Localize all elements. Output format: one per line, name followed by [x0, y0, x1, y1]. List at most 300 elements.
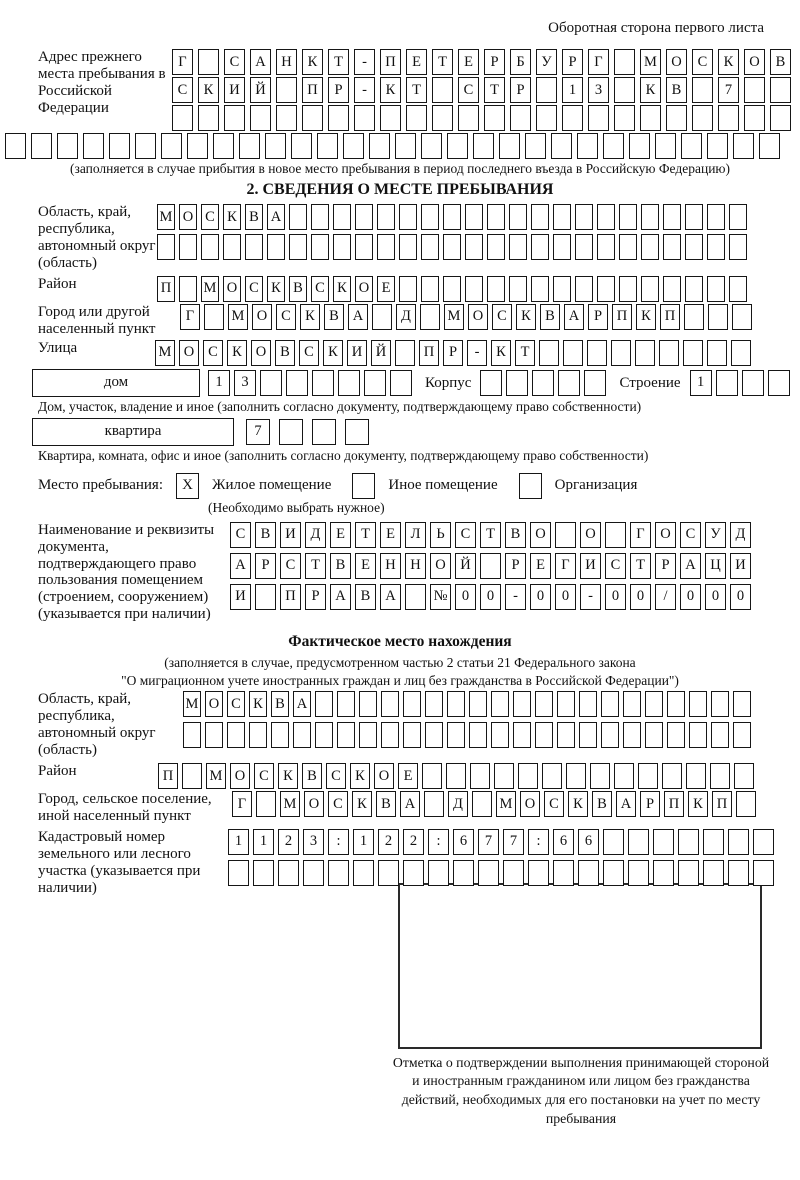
char-cell[interactable]: А: [330, 584, 351, 610]
char-cell[interactable]: М: [496, 791, 516, 817]
char-cell[interactable]: [355, 204, 373, 230]
char-cell[interactable]: К: [223, 204, 241, 230]
char-cell[interactable]: [253, 860, 274, 886]
char-cell[interactable]: [422, 763, 442, 789]
char-cell[interactable]: В: [770, 49, 791, 75]
char-cell[interactable]: К: [267, 276, 285, 302]
char-cell[interactable]: [718, 105, 739, 131]
char-cell[interactable]: №: [430, 584, 451, 610]
char-cell[interactable]: Р: [255, 553, 276, 579]
char-cell[interactable]: [421, 234, 439, 260]
char-cell[interactable]: :: [428, 829, 449, 855]
char-cell[interactable]: Й: [371, 340, 391, 366]
char-cell[interactable]: [542, 763, 562, 789]
char-cell[interactable]: С: [276, 304, 296, 330]
house-box[interactable]: дом: [32, 369, 200, 397]
char-cell[interactable]: [249, 722, 267, 748]
char-cell[interactable]: [172, 105, 193, 131]
char-cell[interactable]: [597, 276, 615, 302]
char-cell[interactable]: [590, 763, 610, 789]
char-cell[interactable]: Р: [588, 304, 608, 330]
char-cell[interactable]: [768, 370, 790, 396]
char-cell[interactable]: [491, 722, 509, 748]
char-cell[interactable]: [628, 829, 649, 855]
char-cell[interactable]: П: [612, 304, 632, 330]
char-cell[interactable]: Е: [458, 49, 479, 75]
char-cell[interactable]: [663, 276, 681, 302]
char-cell[interactable]: 6: [453, 829, 474, 855]
char-cell[interactable]: [465, 234, 483, 260]
char-cell[interactable]: С: [544, 791, 564, 817]
char-cell[interactable]: [509, 276, 527, 302]
char-cell[interactable]: [443, 204, 461, 230]
char-cell[interactable]: К: [640, 77, 661, 103]
char-cell[interactable]: М: [157, 204, 175, 230]
char-cell[interactable]: Е: [406, 49, 427, 75]
char-cell[interactable]: П: [419, 340, 439, 366]
char-cell[interactable]: [509, 204, 527, 230]
char-cell[interactable]: [390, 370, 412, 396]
char-cell[interactable]: С: [201, 204, 219, 230]
char-cell[interactable]: [733, 133, 754, 159]
apartment-box[interactable]: квартира: [32, 418, 234, 446]
char-cell[interactable]: С: [230, 522, 251, 548]
char-cell[interactable]: Г: [172, 49, 193, 75]
char-cell[interactable]: [729, 276, 747, 302]
char-cell[interactable]: [716, 370, 738, 396]
char-cell[interactable]: П: [712, 791, 732, 817]
char-cell[interactable]: [641, 204, 659, 230]
char-cell[interactable]: В: [275, 340, 295, 366]
char-cell[interactable]: [689, 691, 707, 717]
char-cell[interactable]: А: [250, 49, 271, 75]
char-cell[interactable]: Г: [630, 522, 651, 548]
char-cell[interactable]: [403, 860, 424, 886]
char-cell[interactable]: [447, 691, 465, 717]
char-cell[interactable]: [653, 829, 674, 855]
char-cell[interactable]: [640, 105, 661, 131]
char-cell[interactable]: [381, 691, 399, 717]
char-cell[interactable]: [453, 860, 474, 886]
char-cell[interactable]: О: [252, 304, 272, 330]
char-cell[interactable]: [553, 234, 571, 260]
char-cell[interactable]: [224, 105, 245, 131]
char-cell[interactable]: [333, 204, 351, 230]
char-cell[interactable]: В: [355, 584, 376, 610]
char-cell[interactable]: Р: [505, 553, 526, 579]
char-cell[interactable]: [204, 304, 224, 330]
char-cell[interactable]: П: [380, 49, 401, 75]
char-cell[interactable]: Д: [396, 304, 416, 330]
char-cell[interactable]: Д: [448, 791, 468, 817]
stay-type-checkbox-residential[interactable]: X: [176, 473, 199, 499]
char-cell[interactable]: 0: [705, 584, 726, 610]
char-cell[interactable]: [198, 49, 219, 75]
char-cell[interactable]: [421, 204, 439, 230]
char-cell[interactable]: [399, 204, 417, 230]
char-cell[interactable]: [337, 691, 355, 717]
char-cell[interactable]: К: [278, 763, 298, 789]
char-cell[interactable]: [684, 304, 704, 330]
char-cell[interactable]: В: [592, 791, 612, 817]
char-cell[interactable]: 3: [303, 829, 324, 855]
char-cell[interactable]: С: [254, 763, 274, 789]
char-cell[interactable]: [535, 722, 553, 748]
char-cell[interactable]: У: [536, 49, 557, 75]
char-cell[interactable]: [484, 105, 505, 131]
char-cell[interactable]: [359, 722, 377, 748]
char-cell[interactable]: К: [491, 340, 511, 366]
char-cell[interactable]: [744, 105, 765, 131]
char-cell[interactable]: [443, 276, 461, 302]
char-cell[interactable]: И: [280, 522, 301, 548]
char-cell[interactable]: [553, 860, 574, 886]
char-cell[interactable]: [286, 370, 308, 396]
char-cell[interactable]: [345, 419, 369, 445]
char-cell[interactable]: [603, 860, 624, 886]
char-cell[interactable]: 1: [253, 829, 274, 855]
char-cell[interactable]: К: [352, 791, 372, 817]
char-cell[interactable]: О: [179, 340, 199, 366]
char-cell[interactable]: Н: [276, 49, 297, 75]
char-cell[interactable]: [399, 234, 417, 260]
char-cell[interactable]: Р: [640, 791, 660, 817]
char-cell[interactable]: [278, 860, 299, 886]
char-cell[interactable]: [421, 276, 439, 302]
char-cell[interactable]: [711, 722, 729, 748]
char-cell[interactable]: А: [230, 553, 251, 579]
char-cell[interactable]: М: [228, 304, 248, 330]
char-cell[interactable]: О: [304, 791, 324, 817]
char-cell[interactable]: [605, 522, 626, 548]
char-cell[interactable]: Е: [330, 522, 351, 548]
char-cell[interactable]: [377, 234, 395, 260]
char-cell[interactable]: [663, 204, 681, 230]
char-cell[interactable]: [641, 234, 659, 260]
char-cell[interactable]: С: [680, 522, 701, 548]
char-cell[interactable]: [641, 276, 659, 302]
char-cell[interactable]: [353, 860, 374, 886]
char-cell[interactable]: [260, 370, 282, 396]
char-cell[interactable]: О: [251, 340, 271, 366]
char-cell[interactable]: 6: [578, 829, 599, 855]
char-cell[interactable]: [623, 722, 641, 748]
char-cell[interactable]: [588, 105, 609, 131]
char-cell[interactable]: [250, 105, 271, 131]
char-cell[interactable]: [536, 77, 557, 103]
char-cell[interactable]: О: [205, 691, 223, 717]
char-cell[interactable]: О: [655, 522, 676, 548]
char-cell[interactable]: [470, 763, 490, 789]
char-cell[interactable]: [405, 584, 426, 610]
char-cell[interactable]: О: [468, 304, 488, 330]
stay-type-checkbox-other[interactable]: [352, 473, 375, 499]
char-cell[interactable]: [473, 133, 494, 159]
char-cell[interactable]: К: [249, 691, 267, 717]
char-cell[interactable]: 1: [562, 77, 583, 103]
char-cell[interactable]: 2: [403, 829, 424, 855]
char-cell[interactable]: [509, 234, 527, 260]
char-cell[interactable]: В: [540, 304, 560, 330]
char-cell[interactable]: [597, 204, 615, 230]
char-cell[interactable]: М: [280, 791, 300, 817]
char-cell[interactable]: [359, 691, 377, 717]
char-cell[interactable]: [619, 204, 637, 230]
char-cell[interactable]: [577, 133, 598, 159]
char-cell[interactable]: 3: [234, 370, 256, 396]
char-cell[interactable]: [311, 234, 329, 260]
char-cell[interactable]: К: [300, 304, 320, 330]
char-cell[interactable]: [532, 370, 554, 396]
char-cell[interactable]: [369, 133, 390, 159]
char-cell[interactable]: [635, 340, 655, 366]
char-cell[interactable]: Е: [355, 553, 376, 579]
char-cell[interactable]: [578, 860, 599, 886]
char-cell[interactable]: К: [302, 49, 323, 75]
char-cell[interactable]: О: [223, 276, 241, 302]
char-cell[interactable]: [161, 133, 182, 159]
char-cell[interactable]: Р: [305, 584, 326, 610]
char-cell[interactable]: [443, 234, 461, 260]
char-cell[interactable]: Т: [305, 553, 326, 579]
stay-type-checkbox-organization[interactable]: [519, 473, 542, 499]
char-cell[interactable]: С: [692, 49, 713, 75]
char-cell[interactable]: Г: [588, 49, 609, 75]
char-cell[interactable]: И: [580, 553, 601, 579]
char-cell[interactable]: [742, 370, 764, 396]
char-cell[interactable]: В: [505, 522, 526, 548]
char-cell[interactable]: [302, 105, 323, 131]
char-cell[interactable]: [494, 763, 514, 789]
char-cell[interactable]: [579, 722, 597, 748]
char-cell[interactable]: 7: [246, 419, 270, 445]
char-cell[interactable]: К: [516, 304, 536, 330]
char-cell[interactable]: [603, 133, 624, 159]
char-cell[interactable]: 7: [503, 829, 524, 855]
char-cell[interactable]: [603, 829, 624, 855]
char-cell[interactable]: [428, 860, 449, 886]
char-cell[interactable]: [692, 105, 713, 131]
char-cell[interactable]: Й: [250, 77, 271, 103]
char-cell[interactable]: [597, 234, 615, 260]
char-cell[interactable]: [338, 370, 360, 396]
char-cell[interactable]: Н: [380, 553, 401, 579]
char-cell[interactable]: [333, 234, 351, 260]
char-cell[interactable]: [681, 133, 702, 159]
char-cell[interactable]: К: [718, 49, 739, 75]
char-cell[interactable]: [205, 722, 223, 748]
char-cell[interactable]: [703, 860, 724, 886]
char-cell[interactable]: 3: [588, 77, 609, 103]
char-cell[interactable]: [503, 860, 524, 886]
char-cell[interactable]: [469, 722, 487, 748]
char-cell[interactable]: О: [230, 763, 250, 789]
char-cell[interactable]: [328, 860, 349, 886]
char-cell[interactable]: [753, 829, 774, 855]
char-cell[interactable]: [689, 722, 707, 748]
char-cell[interactable]: [157, 234, 175, 260]
char-cell[interactable]: [692, 77, 713, 103]
char-cell[interactable]: 1: [208, 370, 230, 396]
char-cell[interactable]: [734, 763, 754, 789]
char-cell[interactable]: [239, 133, 260, 159]
char-cell[interactable]: [135, 133, 156, 159]
char-cell[interactable]: 0: [680, 584, 701, 610]
char-cell[interactable]: О: [530, 522, 551, 548]
char-cell[interactable]: К: [227, 340, 247, 366]
char-cell[interactable]: К: [323, 340, 343, 366]
char-cell[interactable]: Е: [380, 522, 401, 548]
char-cell[interactable]: О: [744, 49, 765, 75]
char-cell[interactable]: [487, 234, 505, 260]
char-cell[interactable]: Г: [180, 304, 200, 330]
char-cell[interactable]: И: [224, 77, 245, 103]
char-cell[interactable]: [707, 204, 725, 230]
char-cell[interactable]: П: [280, 584, 301, 610]
char-cell[interactable]: [425, 722, 443, 748]
char-cell[interactable]: Е: [377, 276, 395, 302]
char-cell[interactable]: [465, 204, 483, 230]
char-cell[interactable]: В: [271, 691, 289, 717]
char-cell[interactable]: [557, 722, 575, 748]
char-cell[interactable]: [663, 234, 681, 260]
char-cell[interactable]: [575, 204, 593, 230]
char-cell[interactable]: [707, 133, 728, 159]
char-cell[interactable]: [710, 763, 730, 789]
char-cell[interactable]: [5, 133, 26, 159]
char-cell[interactable]: О: [374, 763, 394, 789]
char-cell[interactable]: 0: [480, 584, 501, 610]
char-cell[interactable]: С: [455, 522, 476, 548]
char-cell[interactable]: [539, 340, 559, 366]
char-cell[interactable]: [506, 370, 528, 396]
char-cell[interactable]: Р: [655, 553, 676, 579]
char-cell[interactable]: Т: [406, 77, 427, 103]
char-cell[interactable]: М: [201, 276, 219, 302]
char-cell[interactable]: [531, 234, 549, 260]
char-cell[interactable]: [469, 691, 487, 717]
char-cell[interactable]: [653, 860, 674, 886]
char-cell[interactable]: [759, 133, 780, 159]
char-cell[interactable]: [728, 860, 749, 886]
char-cell[interactable]: В: [245, 204, 263, 230]
char-cell[interactable]: Т: [515, 340, 535, 366]
char-cell[interactable]: К: [688, 791, 708, 817]
char-cell[interactable]: Т: [328, 49, 349, 75]
char-cell[interactable]: [662, 763, 682, 789]
char-cell[interactable]: О: [430, 553, 451, 579]
char-cell[interactable]: [187, 133, 208, 159]
char-cell[interactable]: [744, 77, 765, 103]
char-cell[interactable]: 0: [455, 584, 476, 610]
char-cell[interactable]: [666, 105, 687, 131]
char-cell[interactable]: С: [311, 276, 329, 302]
char-cell[interactable]: [732, 304, 752, 330]
char-cell[interactable]: Т: [484, 77, 505, 103]
char-cell[interactable]: [499, 133, 520, 159]
char-cell[interactable]: [753, 860, 774, 886]
char-cell[interactable]: [575, 234, 593, 260]
char-cell[interactable]: [303, 860, 324, 886]
char-cell[interactable]: [655, 133, 676, 159]
char-cell[interactable]: [770, 105, 791, 131]
char-cell[interactable]: [289, 234, 307, 260]
char-cell[interactable]: М: [155, 340, 175, 366]
char-cell[interactable]: А: [616, 791, 636, 817]
char-cell[interactable]: [245, 234, 263, 260]
char-cell[interactable]: [728, 829, 749, 855]
char-cell[interactable]: [614, 763, 634, 789]
char-cell[interactable]: [536, 105, 557, 131]
char-cell[interactable]: [424, 791, 444, 817]
char-cell[interactable]: Р: [328, 77, 349, 103]
char-cell[interactable]: С: [328, 791, 348, 817]
char-cell[interactable]: [343, 133, 364, 159]
char-cell[interactable]: В: [330, 553, 351, 579]
char-cell[interactable]: Т: [630, 553, 651, 579]
char-cell[interactable]: [628, 860, 649, 886]
char-cell[interactable]: [472, 791, 492, 817]
char-cell[interactable]: [406, 105, 427, 131]
char-cell[interactable]: 7: [718, 77, 739, 103]
char-cell[interactable]: [558, 370, 580, 396]
char-cell[interactable]: С: [203, 340, 223, 366]
char-cell[interactable]: [227, 722, 245, 748]
char-cell[interactable]: [458, 105, 479, 131]
char-cell[interactable]: [109, 133, 130, 159]
char-cell[interactable]: [182, 763, 202, 789]
char-cell[interactable]: Т: [432, 49, 453, 75]
char-cell[interactable]: В: [255, 522, 276, 548]
char-cell[interactable]: [267, 234, 285, 260]
char-cell[interactable]: [708, 304, 728, 330]
char-cell[interactable]: [179, 276, 197, 302]
char-cell[interactable]: [377, 204, 395, 230]
char-cell[interactable]: [563, 340, 583, 366]
char-cell[interactable]: [317, 133, 338, 159]
char-cell[interactable]: С: [458, 77, 479, 103]
char-cell[interactable]: [575, 276, 593, 302]
char-cell[interactable]: [291, 133, 312, 159]
char-cell[interactable]: А: [564, 304, 584, 330]
char-cell[interactable]: Ь: [430, 522, 451, 548]
char-cell[interactable]: [629, 133, 650, 159]
char-cell[interactable]: Е: [398, 763, 418, 789]
char-cell[interactable]: Г: [232, 791, 252, 817]
char-cell[interactable]: [480, 553, 501, 579]
char-cell[interactable]: [528, 860, 549, 886]
char-cell[interactable]: [380, 105, 401, 131]
char-cell[interactable]: [579, 691, 597, 717]
char-cell[interactable]: И: [347, 340, 367, 366]
char-cell[interactable]: [525, 133, 546, 159]
char-cell[interactable]: Р: [484, 49, 505, 75]
char-cell[interactable]: -: [467, 340, 487, 366]
char-cell[interactable]: У: [705, 522, 726, 548]
char-cell[interactable]: [465, 276, 483, 302]
char-cell[interactable]: [733, 691, 751, 717]
char-cell[interactable]: [276, 77, 297, 103]
char-cell[interactable]: [685, 234, 703, 260]
char-cell[interactable]: 7: [478, 829, 499, 855]
char-cell[interactable]: Б: [510, 49, 531, 75]
char-cell[interactable]: [645, 722, 663, 748]
char-cell[interactable]: [228, 860, 249, 886]
char-cell[interactable]: [381, 722, 399, 748]
char-cell[interactable]: [395, 340, 415, 366]
char-cell[interactable]: К: [333, 276, 351, 302]
char-cell[interactable]: К: [636, 304, 656, 330]
